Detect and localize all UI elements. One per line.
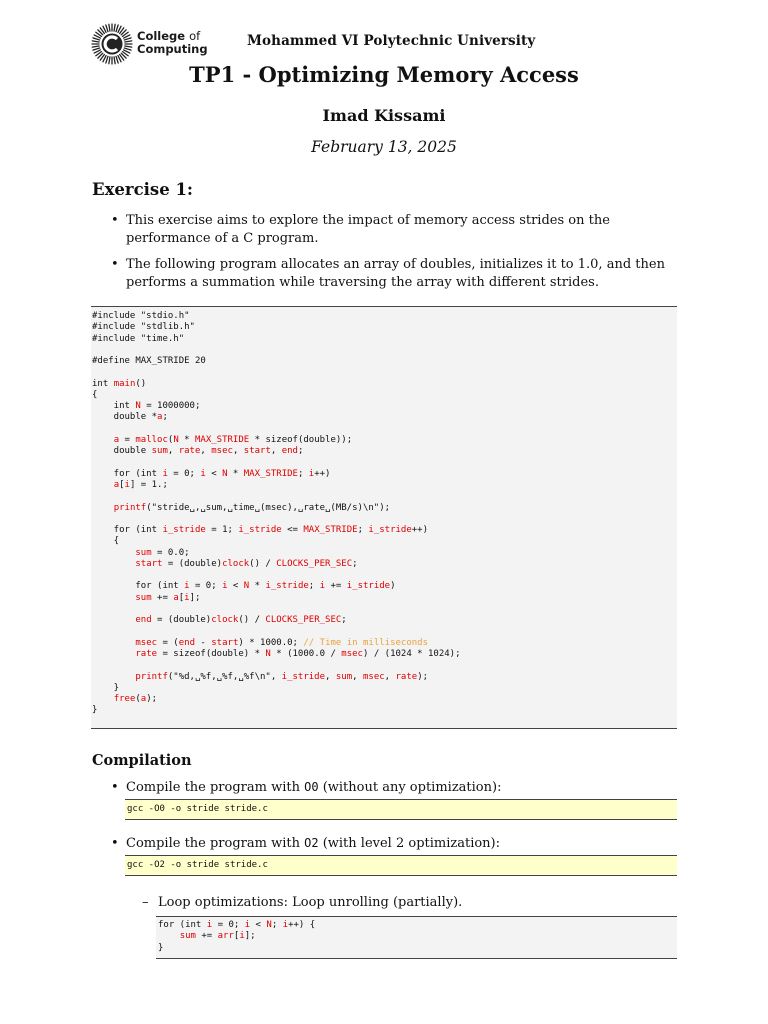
compile-command-o2: gcc -O2 -o stride stride.c — [125, 855, 677, 876]
document-date: February 13, 2025 — [311, 138, 457, 156]
college-logo — [90, 22, 230, 66]
code-line: start = (double)clock() / CLOCKS_PER_SEC; — [135, 558, 358, 569]
author-name: Imad Kissami — [322, 106, 446, 125]
code-line: #define MAX_STRIDE 20 — [92, 356, 206, 367]
code-line — [92, 457, 677, 468]
code-line — [92, 424, 677, 435]
logo-computing: Computing — [137, 41, 208, 56]
code-line — [92, 604, 677, 615]
loop-optimization-item — [142, 895, 462, 910]
loop-code-listing — [156, 916, 677, 959]
logo-text — [137, 30, 208, 55]
code-line: double *a; — [92, 412, 168, 423]
compile-item-o0-post: (without any optimization): — [318, 780, 502, 795]
code-line: #include "stdlib.h" — [92, 322, 195, 333]
code-line: msec = (end - start) * 1000.0; // Time in milliseconds — [135, 637, 429, 648]
compilation-heading: Compilation — [92, 752, 192, 769]
code-line: #include "time.h" — [92, 333, 185, 344]
logo-college: College — [137, 29, 186, 43]
university-name: Mohammed VI Polytechnic University — [247, 33, 536, 49]
code-line: #include "stdio.h" — [92, 311, 190, 321]
code-line: a = malloc(N * MAX_STRIDE * sizeof(double)); — [113, 434, 353, 445]
code-line: printf("stride␣,␣sum,␣time␣(msec),␣rate␣(MB/s)\n"); — [113, 502, 391, 513]
code-line: a[i] = 1.; — [113, 479, 168, 490]
code-line: sum = 0.0; — [135, 547, 190, 558]
code-line: free(a); — [113, 694, 158, 705]
code-line: printf("%d,␣%f,␣%f,␣%f\n", i_stride, sum, msec, rate); — [135, 671, 429, 682]
compile-flag-o0: O0 — [304, 780, 319, 794]
exercise-bullets — [92, 212, 677, 300]
code-line: { — [92, 389, 98, 400]
exercise-heading: Exercise 1: — [92, 180, 194, 199]
exercise-bullet-2: • The following program allocates an array of doubles, initializes it to 1.0, and then performs a summation while traversing the array with different strides. — [92, 256, 677, 291]
compile-command-o0: gcc -O0 -o stride stride.c — [125, 799, 677, 820]
code-line — [92, 660, 677, 671]
loop-code-line: sum += arr[i]; — [179, 931, 256, 942]
code-line — [92, 345, 677, 356]
code-line: end = (double)clock() / CLOCKS_PER_SEC; — [135, 615, 347, 626]
loop-code-line: } — [158, 942, 164, 953]
code-line: sum += a[i]; — [135, 592, 201, 603]
code-line: } — [92, 682, 120, 693]
code-line: int main() — [92, 378, 147, 389]
college-logo-icon — [90, 22, 134, 66]
code-line: } — [92, 705, 98, 716]
main-code-listing — [91, 306, 677, 729]
compile-item-o2-pre: Compile the program with — [126, 836, 305, 851]
loop-code-line: for (int i = 0; i < N; i++) { — [158, 920, 316, 930]
code-line — [92, 367, 677, 378]
code-line — [92, 626, 677, 637]
document-title: TP1 - Optimizing Memory Access — [189, 62, 579, 87]
code-line: for (int i_stride = 1; i_stride <= MAX_STRIDE; i_stride++) — [92, 525, 429, 536]
code-line — [92, 514, 677, 525]
code-line: for (int i = 0; i < N * MAX_STRIDE; i++) — [92, 468, 331, 479]
code-line — [92, 491, 677, 502]
exercise-bullet-1: • This exercise aims to explore the impact of memory access strides on the performance of a C program. — [92, 212, 677, 247]
loop-optimization-text: Loop optimizations: Loop unrolling (partially). — [158, 895, 463, 910]
code-line: for (int i = 0; i < N * i_stride; i += i_stride) — [92, 581, 396, 592]
code-line: { — [92, 536, 120, 547]
compile-item-o0-pre: Compile the program with — [126, 780, 305, 795]
compile-item-o0 — [111, 779, 501, 796]
code-line: double sum, rate, msec, start, end; — [92, 446, 304, 457]
code-line: rate = sizeof(double) * N * (1000.0 / msec) / (1024 * 1024); — [135, 648, 461, 659]
compile-flag-o2: O2 — [304, 836, 319, 850]
compile-item-o2 — [111, 835, 500, 852]
logo-of: of — [189, 29, 201, 43]
code-line — [92, 570, 677, 581]
code-line: int N = 1000000; — [92, 401, 201, 412]
compile-item-o2-post: (with level 2 optimization): — [318, 836, 501, 851]
